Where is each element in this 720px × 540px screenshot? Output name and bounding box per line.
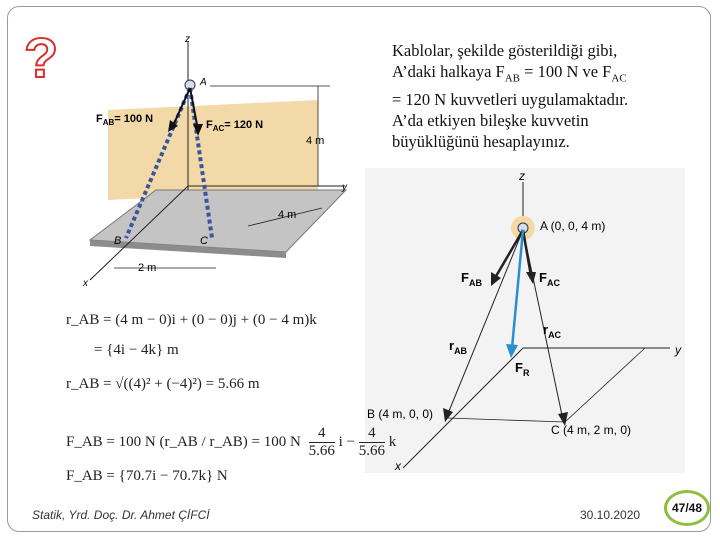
left-y-label: y xyxy=(342,182,347,193)
left-FAC-label: $F_{AC}= 120$ N xyxy=(206,119,264,133)
right-FAC-label: $F_{AC}$ xyxy=(539,270,560,288)
footer-date: 30.10.2020 xyxy=(580,508,641,522)
left-point-A: A xyxy=(200,77,207,88)
right-figure xyxy=(365,168,685,473)
problem-line-4: A’da etkiyen bileşke kuvvetin xyxy=(392,111,589,131)
problem-line-2: A’daki halkaya $F_{AB} = 100$ N ve $F_{AC}$ xyxy=(392,62,627,85)
right-FAB-label: $F_{AB}$ xyxy=(461,270,482,288)
left-z-label: z xyxy=(185,34,190,45)
left-x-label: x xyxy=(83,278,88,289)
left-figure xyxy=(60,30,380,290)
question-mark-icon: ? xyxy=(24,26,59,89)
left-dim-4m: 4 m xyxy=(278,209,297,221)
right-FR-label: $F_R$ xyxy=(515,360,530,378)
page-number-badge: 47/48 xyxy=(664,490,710,526)
left-dim-2m: 2 m xyxy=(138,262,157,274)
problem-line-3: = 120 N kuvvetleri uygulamaktadır. xyxy=(392,90,629,110)
equation-3: r_AB = √((4)² + (−4)²) = 5.66 m xyxy=(66,376,260,392)
right-x-label: x xyxy=(395,459,401,473)
problem-statement xyxy=(392,40,672,152)
left-point-B: B xyxy=(114,235,122,247)
left-height-dim: 4 m xyxy=(306,135,325,147)
problem-line-1: Kablolar, şekilde gösterildiği gibi, xyxy=(392,41,618,60)
right-point-B: B (4 m, 0, 0) xyxy=(367,407,434,421)
footer-author: Statik, Yrd. Doç. Dr. Ahmet ÇİFCİ xyxy=(32,508,210,522)
equation-4: F_AB = 100 N (r_AB / r_AB) = 100 N $\frac{4}{5.66}$ i − $\frac{4}{5.66}$ k xyxy=(66,425,397,459)
left-FAB-label: $F_{AB}= 100$ N xyxy=(96,113,154,127)
left-point-C: C xyxy=(200,235,208,247)
right-point-A: A (0, 0, 4 m) xyxy=(540,219,606,233)
right-z-label: z xyxy=(519,169,525,183)
right-rAC-label: $r_{AC}$ xyxy=(543,322,562,340)
right-point-C: C (4 m, 2 m, 0) xyxy=(551,423,632,437)
equation-1: r_AB = (4 m − 0)i + (0 − 0)j + (0 − 4 m)k xyxy=(66,312,317,328)
problem-line-5: büyüklüğünü hesaplayınız. xyxy=(392,132,570,152)
right-rAB-label: $r_{AB}$ xyxy=(449,338,468,356)
equation-5: F_AB = {70.7i − 70.7k} N xyxy=(66,468,228,484)
right-y-label: y xyxy=(675,343,681,357)
equation-2: = {4i − 4k} m xyxy=(94,342,179,358)
